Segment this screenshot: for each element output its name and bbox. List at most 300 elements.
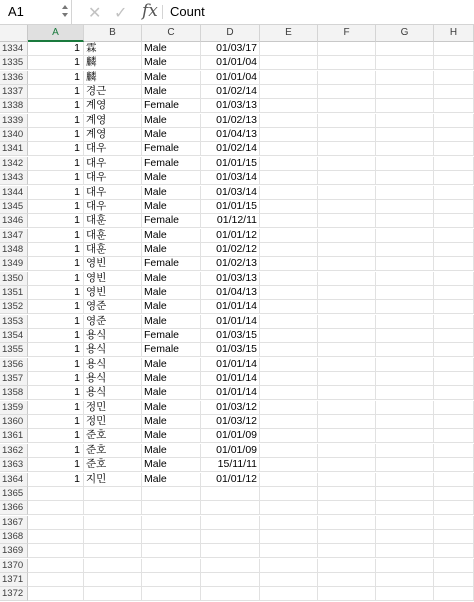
cell-f[interactable] — [318, 42, 376, 56]
cell-b[interactable]: 영준 — [84, 315, 142, 329]
cell-h[interactable] — [434, 243, 474, 257]
column-header-c[interactable]: C — [142, 25, 201, 42]
cell-h[interactable] — [434, 501, 474, 515]
cell-c[interactable]: Female — [142, 157, 201, 171]
cell-b[interactable] — [84, 487, 142, 501]
row-header[interactable]: 1339 — [0, 114, 28, 128]
row-header[interactable]: 1349 — [0, 257, 28, 271]
cell-g[interactable] — [376, 573, 434, 587]
cell-a[interactable]: 1 — [28, 401, 84, 415]
cell-h[interactable] — [434, 358, 474, 372]
cell-f[interactable] — [318, 85, 376, 99]
cell-h[interactable] — [434, 573, 474, 587]
cell-c[interactable]: Female — [142, 343, 201, 357]
cell-g[interactable] — [376, 286, 434, 300]
cell-c[interactable]: Male — [142, 415, 201, 429]
cell-h[interactable] — [434, 200, 474, 214]
cell-b[interactable]: 대우 — [84, 171, 142, 185]
cell-g[interactable] — [376, 186, 434, 200]
cell-d[interactable]: 01/03/15 — [201, 329, 260, 343]
cell-f[interactable] — [318, 142, 376, 156]
cell-c[interactable]: Female — [142, 99, 201, 113]
cell-g[interactable] — [376, 458, 434, 472]
cell-a[interactable]: 1 — [28, 257, 84, 271]
cell-h[interactable] — [434, 544, 474, 558]
row-header[interactable]: 1364 — [0, 473, 28, 487]
column-header-d[interactable]: D — [201, 25, 260, 42]
cell-c[interactable]: Male — [142, 458, 201, 472]
cell-c[interactable]: Male — [142, 243, 201, 257]
cell-h[interactable] — [434, 56, 474, 70]
cell-h[interactable] — [434, 559, 474, 573]
cell-e[interactable] — [260, 473, 318, 487]
cell-h[interactable] — [434, 329, 474, 343]
cell-g[interactable] — [376, 56, 434, 70]
cell-h[interactable] — [434, 300, 474, 314]
cell-c[interactable] — [142, 516, 201, 530]
cell-d[interactable]: 01/03/12 — [201, 415, 260, 429]
row-header[interactable]: 1357 — [0, 372, 28, 386]
cell-b[interactable]: 영빈 — [84, 257, 142, 271]
cell-d[interactable]: 01/01/04 — [201, 71, 260, 85]
row-header[interactable]: 1353 — [0, 315, 28, 329]
cell-d[interactable]: 01/01/04 — [201, 56, 260, 70]
cell-b[interactable]: 계영 — [84, 114, 142, 128]
cell-f[interactable] — [318, 71, 376, 85]
cell-f[interactable] — [318, 444, 376, 458]
cell-c[interactable] — [142, 487, 201, 501]
row-header[interactable]: 1368 — [0, 530, 28, 544]
name-box[interactable] — [0, 0, 72, 24]
row-header[interactable]: 1360 — [0, 415, 28, 429]
cell-d[interactable] — [201, 559, 260, 573]
row-header[interactable]: 1338 — [0, 99, 28, 113]
row-header[interactable]: 1356 — [0, 358, 28, 372]
cell-d[interactable] — [201, 573, 260, 587]
cell-c[interactable]: Male — [142, 272, 201, 286]
cell-c[interactable]: Male — [142, 473, 201, 487]
cell-b[interactable] — [84, 516, 142, 530]
cell-a[interactable] — [28, 587, 84, 601]
cell-e[interactable] — [260, 243, 318, 257]
cell-d[interactable] — [201, 544, 260, 558]
cell-a[interactable]: 1 — [28, 171, 84, 185]
row-header[interactable]: 1348 — [0, 243, 28, 257]
cell-f[interactable] — [318, 214, 376, 228]
cell-g[interactable] — [376, 329, 434, 343]
cell-e[interactable] — [260, 171, 318, 185]
cell-d[interactable]: 01/01/14 — [201, 372, 260, 386]
cell-d[interactable]: 01/01/14 — [201, 358, 260, 372]
cell-a[interactable] — [28, 487, 84, 501]
cell-b[interactable]: 준호 — [84, 444, 142, 458]
cell-c[interactable]: Male — [142, 358, 201, 372]
cell-b[interactable]: 대우 — [84, 200, 142, 214]
cell-f[interactable] — [318, 386, 376, 400]
cell-f[interactable] — [318, 171, 376, 185]
cell-a[interactable]: 1 — [28, 71, 84, 85]
row-header[interactable]: 1337 — [0, 85, 28, 99]
cell-g[interactable] — [376, 128, 434, 142]
cell-g[interactable] — [376, 516, 434, 530]
cell-a[interactable]: 1 — [28, 444, 84, 458]
cell-c[interactable]: Male — [142, 42, 201, 56]
cell-e[interactable] — [260, 358, 318, 372]
row-header[interactable]: 1363 — [0, 458, 28, 472]
cell-e[interactable] — [260, 286, 318, 300]
row-header[interactable]: 1359 — [0, 401, 28, 415]
insert-function-icon[interactable]: fx — [142, 1, 158, 21]
cell-g[interactable] — [376, 229, 434, 243]
cell-c[interactable] — [142, 587, 201, 601]
cell-h[interactable] — [434, 516, 474, 530]
cell-a[interactable] — [28, 501, 84, 515]
row-header[interactable]: 1358 — [0, 386, 28, 400]
cell-b[interactable]: 麟 — [84, 56, 142, 70]
cell-f[interactable] — [318, 99, 376, 113]
row-header[interactable]: 1369 — [0, 544, 28, 558]
cell-e[interactable] — [260, 272, 318, 286]
column-header-f[interactable]: F — [318, 25, 376, 42]
row-header[interactable]: 1372 — [0, 587, 28, 601]
row-header[interactable]: 1347 — [0, 229, 28, 243]
cell-g[interactable] — [376, 142, 434, 156]
row-header[interactable]: 1336 — [0, 71, 28, 85]
cell-d[interactable]: 01/04/13 — [201, 128, 260, 142]
cell-c[interactable]: Male — [142, 229, 201, 243]
cell-d[interactable]: 01/03/14 — [201, 171, 260, 185]
cell-d[interactable]: 01/01/14 — [201, 315, 260, 329]
select-all-corner[interactable] — [0, 25, 28, 42]
cell-h[interactable] — [434, 114, 474, 128]
cell-d[interactable]: 01/02/12 — [201, 243, 260, 257]
row-header[interactable]: 1361 — [0, 429, 28, 443]
cell-b[interactable]: 용식 — [84, 372, 142, 386]
cell-b[interactable] — [84, 573, 142, 587]
cell-g[interactable] — [376, 429, 434, 443]
cell-h[interactable] — [434, 257, 474, 271]
cell-a[interactable]: 1 — [28, 186, 84, 200]
cell-d[interactable]: 01/02/13 — [201, 114, 260, 128]
cell-e[interactable] — [260, 85, 318, 99]
cell-e[interactable] — [260, 42, 318, 56]
cell-g[interactable] — [376, 85, 434, 99]
cell-f[interactable] — [318, 544, 376, 558]
cell-c[interactable]: Male — [142, 286, 201, 300]
cell-b[interactable]: 영준 — [84, 300, 142, 314]
cell-g[interactable] — [376, 200, 434, 214]
cell-b[interactable]: 영빈 — [84, 272, 142, 286]
cell-d[interactable]: 01/01/15 — [201, 157, 260, 171]
cell-a[interactable]: 1 — [28, 200, 84, 214]
row-header[interactable]: 1351 — [0, 286, 28, 300]
cell-d[interactable]: 01/01/12 — [201, 229, 260, 243]
cell-e[interactable] — [260, 458, 318, 472]
cell-h[interactable] — [434, 214, 474, 228]
cell-f[interactable] — [318, 56, 376, 70]
cell-b[interactable] — [84, 587, 142, 601]
cell-d[interactable]: 01/03/17 — [201, 42, 260, 56]
cell-b[interactable]: 대훈 — [84, 229, 142, 243]
cell-f[interactable] — [318, 587, 376, 601]
cell-d[interactable]: 01/03/13 — [201, 272, 260, 286]
cell-g[interactable] — [376, 300, 434, 314]
cell-c[interactable]: Male — [142, 315, 201, 329]
cell-b[interactable]: 준호 — [84, 429, 142, 443]
cell-f[interactable] — [318, 473, 376, 487]
cell-c[interactable] — [142, 501, 201, 515]
cell-a[interactable]: 1 — [28, 286, 84, 300]
cell-d[interactable]: 01/02/13 — [201, 257, 260, 271]
cell-g[interactable] — [376, 401, 434, 415]
cell-c[interactable]: Female — [142, 329, 201, 343]
cell-a[interactable] — [28, 559, 84, 573]
cell-g[interactable] — [376, 99, 434, 113]
cell-h[interactable] — [434, 229, 474, 243]
cell-b[interactable]: 대훈 — [84, 243, 142, 257]
cell-g[interactable] — [376, 587, 434, 601]
cell-a[interactable]: 1 — [28, 458, 84, 472]
row-header[interactable]: 1355 — [0, 343, 28, 357]
column-header-g[interactable]: G — [376, 25, 434, 42]
cell-e[interactable] — [260, 343, 318, 357]
cell-b[interactable]: 霖 — [84, 42, 142, 56]
cell-h[interactable] — [434, 587, 474, 601]
cell-h[interactable] — [434, 142, 474, 156]
cell-e[interactable] — [260, 386, 318, 400]
cell-h[interactable] — [434, 85, 474, 99]
cell-a[interactable]: 1 — [28, 229, 84, 243]
cell-d[interactable]: 01/03/15 — [201, 343, 260, 357]
cell-e[interactable] — [260, 444, 318, 458]
cell-d[interactable]: 01/04/13 — [201, 286, 260, 300]
cell-e[interactable] — [260, 315, 318, 329]
cell-e[interactable] — [260, 573, 318, 587]
cell-h[interactable] — [434, 272, 474, 286]
cancel-icon[interactable]: ✕ — [88, 5, 102, 22]
cell-h[interactable] — [434, 99, 474, 113]
row-header[interactable]: 1370 — [0, 559, 28, 573]
cell-h[interactable] — [434, 186, 474, 200]
cell-c[interactable]: Female — [142, 257, 201, 271]
cell-g[interactable] — [376, 544, 434, 558]
cell-f[interactable] — [318, 200, 376, 214]
cell-e[interactable] — [260, 372, 318, 386]
cell-c[interactable]: Male — [142, 300, 201, 314]
cell-c[interactable] — [142, 544, 201, 558]
cell-e[interactable] — [260, 114, 318, 128]
cell-g[interactable] — [376, 372, 434, 386]
cell-a[interactable]: 1 — [28, 157, 84, 171]
cell-a[interactable] — [28, 573, 84, 587]
cell-a[interactable]: 1 — [28, 386, 84, 400]
cell-e[interactable] — [260, 99, 318, 113]
formula-input[interactable]: Count — [170, 4, 205, 19]
cell-e[interactable] — [260, 128, 318, 142]
cell-e[interactable] — [260, 530, 318, 544]
cell-f[interactable] — [318, 516, 376, 530]
column-header-e[interactable]: E — [260, 25, 318, 42]
cell-d[interactable]: 01/01/12 — [201, 473, 260, 487]
cell-h[interactable] — [434, 286, 474, 300]
cell-d[interactable] — [201, 487, 260, 501]
cell-a[interactable]: 1 — [28, 99, 84, 113]
column-header-h[interactable]: H — [434, 25, 474, 42]
cell-a[interactable]: 1 — [28, 315, 84, 329]
cell-c[interactable] — [142, 559, 201, 573]
cell-g[interactable] — [376, 444, 434, 458]
cell-e[interactable] — [260, 71, 318, 85]
cell-e[interactable] — [260, 429, 318, 443]
cell-h[interactable] — [434, 487, 474, 501]
cell-a[interactable]: 1 — [28, 243, 84, 257]
cell-a[interactable]: 1 — [28, 214, 84, 228]
cell-b[interactable]: 정민 — [84, 401, 142, 415]
cell-h[interactable] — [434, 171, 474, 185]
row-header[interactable]: 1371 — [0, 573, 28, 587]
cell-d[interactable] — [201, 516, 260, 530]
cell-a[interactable]: 1 — [28, 429, 84, 443]
cell-f[interactable] — [318, 272, 376, 286]
cell-b[interactable]: 용식 — [84, 386, 142, 400]
row-header[interactable]: 1362 — [0, 444, 28, 458]
cell-b[interactable] — [84, 544, 142, 558]
cell-b[interactable]: 대우 — [84, 186, 142, 200]
row-header[interactable]: 1335 — [0, 56, 28, 70]
cell-f[interactable] — [318, 128, 376, 142]
cell-f[interactable] — [318, 573, 376, 587]
cell-e[interactable] — [260, 56, 318, 70]
cell-h[interactable] — [434, 401, 474, 415]
cell-a[interactable]: 1 — [28, 128, 84, 142]
cell-e[interactable] — [260, 587, 318, 601]
cell-a[interactable]: 1 — [28, 56, 84, 70]
cell-f[interactable] — [318, 358, 376, 372]
cell-g[interactable] — [376, 157, 434, 171]
cell-a[interactable] — [28, 516, 84, 530]
name-box-dropdown-icon[interactable] — [62, 3, 70, 21]
cell-c[interactable]: Male — [142, 71, 201, 85]
cell-g[interactable] — [376, 386, 434, 400]
cell-a[interactable] — [28, 544, 84, 558]
cell-g[interactable] — [376, 343, 434, 357]
cell-e[interactable] — [260, 229, 318, 243]
row-header[interactable]: 1346 — [0, 214, 28, 228]
cell-b[interactable]: 계영 — [84, 99, 142, 113]
cell-g[interactable] — [376, 530, 434, 544]
cell-e[interactable] — [260, 516, 318, 530]
row-header[interactable]: 1334 — [0, 42, 28, 56]
cell-f[interactable] — [318, 243, 376, 257]
cell-f[interactable] — [318, 487, 376, 501]
cell-h[interactable] — [434, 42, 474, 56]
cell-e[interactable] — [260, 186, 318, 200]
cell-a[interactable]: 1 — [28, 42, 84, 56]
cell-e[interactable] — [260, 559, 318, 573]
cell-f[interactable] — [318, 501, 376, 515]
row-header[interactable]: 1343 — [0, 171, 28, 185]
cell-h[interactable] — [434, 530, 474, 544]
cell-c[interactable]: Male — [142, 401, 201, 415]
cell-f[interactable] — [318, 458, 376, 472]
cell-e[interactable] — [260, 501, 318, 515]
cell-a[interactable]: 1 — [28, 415, 84, 429]
cell-e[interactable] — [260, 487, 318, 501]
cell-g[interactable] — [376, 257, 434, 271]
cell-e[interactable] — [260, 142, 318, 156]
cell-c[interactable]: Male — [142, 372, 201, 386]
cell-h[interactable] — [434, 415, 474, 429]
cell-d[interactable]: 01/02/14 — [201, 142, 260, 156]
cell-d[interactable] — [201, 530, 260, 544]
cell-b[interactable] — [84, 501, 142, 515]
cell-d[interactable]: 01/01/09 — [201, 444, 260, 458]
cell-h[interactable] — [434, 429, 474, 443]
cell-h[interactable] — [434, 444, 474, 458]
cell-c[interactable]: Male — [142, 171, 201, 185]
cell-b[interactable]: 대우 — [84, 142, 142, 156]
cell-d[interactable]: 01/03/14 — [201, 186, 260, 200]
cell-b[interactable]: 麟 — [84, 71, 142, 85]
cell-f[interactable] — [318, 559, 376, 573]
cell-e[interactable] — [260, 401, 318, 415]
cell-d[interactable]: 01/12/11 — [201, 214, 260, 228]
cell-d[interactable]: 01/01/09 — [201, 429, 260, 443]
cell-b[interactable]: 지민 — [84, 473, 142, 487]
enter-icon[interactable]: ✓ — [114, 5, 128, 22]
cell-g[interactable] — [376, 214, 434, 228]
cell-b[interactable]: 용식 — [84, 343, 142, 357]
cell-f[interactable] — [318, 315, 376, 329]
cell-b[interactable]: 용식 — [84, 358, 142, 372]
cell-d[interactable]: 01/01/15 — [201, 200, 260, 214]
cell-f[interactable] — [318, 229, 376, 243]
cell-b[interactable]: 정민 — [84, 415, 142, 429]
cell-d[interactable] — [201, 501, 260, 515]
row-header[interactable]: 1350 — [0, 272, 28, 286]
cell-a[interactable]: 1 — [28, 358, 84, 372]
cell-a[interactable]: 1 — [28, 114, 84, 128]
cell-a[interactable]: 1 — [28, 142, 84, 156]
cell-f[interactable] — [318, 257, 376, 271]
cell-g[interactable] — [376, 559, 434, 573]
cell-c[interactable]: Male — [142, 128, 201, 142]
cell-e[interactable] — [260, 544, 318, 558]
cell-g[interactable] — [376, 272, 434, 286]
cell-b[interactable]: 용식 — [84, 329, 142, 343]
cell-h[interactable] — [434, 343, 474, 357]
cell-f[interactable] — [318, 429, 376, 443]
cell-h[interactable] — [434, 315, 474, 329]
cell-g[interactable] — [376, 473, 434, 487]
cell-b[interactable]: 대훈 — [84, 214, 142, 228]
cell-h[interactable] — [434, 157, 474, 171]
cell-a[interactable]: 1 — [28, 372, 84, 386]
cell-c[interactable]: Male — [142, 56, 201, 70]
cell-b[interactable]: 영빈 — [84, 286, 142, 300]
cell-d[interactable]: 15/11/11 — [201, 458, 260, 472]
cell-d[interactable]: 01/01/14 — [201, 300, 260, 314]
cell-a[interactable]: 1 — [28, 300, 84, 314]
cell-c[interactable]: Male — [142, 444, 201, 458]
cell-b[interactable] — [84, 559, 142, 573]
cell-g[interactable] — [376, 487, 434, 501]
cell-f[interactable] — [318, 343, 376, 357]
cell-e[interactable] — [260, 257, 318, 271]
cell-f[interactable] — [318, 530, 376, 544]
cell-f[interactable] — [318, 329, 376, 343]
cell-e[interactable] — [260, 200, 318, 214]
